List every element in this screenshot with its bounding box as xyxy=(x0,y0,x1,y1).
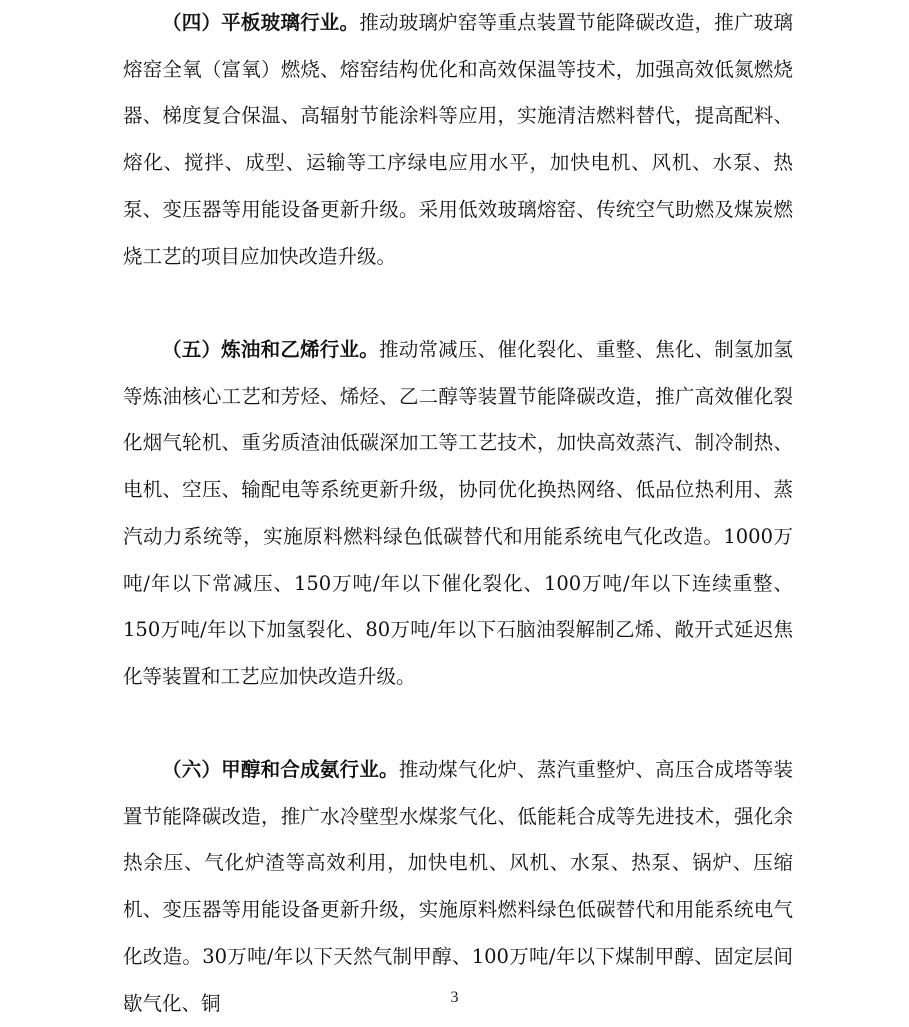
paragraph-flat-glass xyxy=(123,0,793,280)
paragraph-body-refining-ethylene: 推动常减压、催化裂化、重整、焦化、制氢加氢等炼油核心工艺和芳烃、烯烃、乙二醇等装置节能降碳改造，推广高效催化裂化烟气轮机、重劣质渣油低碳深加工等工艺技术，加快高效蒸汽、制冷制热、电机、空压、输配电等系统更新升级，协同优化换热网络、低品位热利用、蒸汽动力系统等，实施原料燃料绿色低碳替代和用能系统电气化改造。1000万吨/年以下常减压、150万吨/年以下催化裂化、100万吨/年以下连续重整、150万吨/年以下加氢裂化、80万吨/年以下石脑油裂解制乙烯、敞开式延迟焦化等装置和工艺应加快改造升级。 xyxy=(123,338,793,688)
section-heading-flat-glass: （四）平板玻璃行业。 xyxy=(162,11,360,34)
paragraph-methanol-ammonia xyxy=(123,747,793,1027)
section-heading-refining-ethylene: （五）炼油和乙烯行业。 xyxy=(162,338,379,361)
section-heading-methanol-ammonia: （六）甲醇和合成氨行业。 xyxy=(162,758,399,781)
document-page xyxy=(123,0,793,1024)
page-number: 3 xyxy=(450,989,459,1006)
paragraph-body-flat-glass: 推动玻璃炉窑等重点装置节能降碳改造，推广玻璃熔窑全氧（富氧）燃烧、熔窑结构优化和高效保温等技术，加强高效低氮燃烧器、梯度复合保温、高辐射节能涂料等应用，实施清洁燃料替代，提高配料、熔化、搅拌、成型、运输等工序绿电应用水平，加快电机、风机、水泵、热泵、变压器等用能设备更新升级。采用低效玻璃熔窑、传统空气助燃及煤炭燃烧工艺的项目应加快改造升级。 xyxy=(123,11,793,268)
paragraph-body-methanol-ammonia: 推动煤气化炉、蒸汽重整炉、高压合成塔等装置节能降碳改造，推广水冷壁型水煤浆气化、低能耗合成等先进技术，强化余热余压、气化炉渣等高效利用，加快电机、风机、水泵、热泵、锅炉、压缩机、变压器等用能设备更新升级，实施原料燃料绿色低碳替代和用能系统电气化改造。30万吨/年以下天然气制甲醇、100万吨/年以下煤制甲醇、固定层间歇气化、铜 xyxy=(123,758,793,1015)
paragraph-refining-ethylene xyxy=(123,327,793,701)
